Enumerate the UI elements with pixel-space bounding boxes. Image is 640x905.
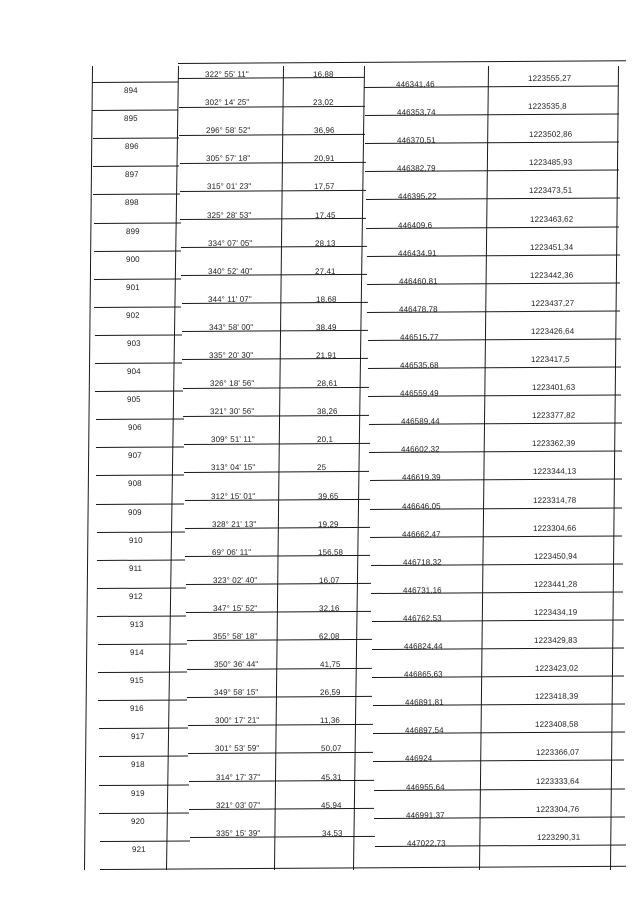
coord-x: 446535,68: [399, 360, 439, 370]
row-rule: [100, 840, 190, 842]
point-number: 913: [129, 619, 144, 629]
point-number: 916: [130, 704, 145, 714]
row-rule: [94, 250, 181, 252]
point-number: 895: [124, 113, 139, 124]
coord-x: 446370,51: [396, 135, 436, 146]
point-number: 917: [130, 732, 145, 742]
point-number: 899: [125, 226, 140, 236]
coord-y: 1223333,64: [535, 776, 580, 786]
bearing-angle: 314° 17' 37": [215, 772, 260, 782]
coord-x: 446478,78: [399, 304, 439, 314]
distance: 28,61: [316, 378, 338, 389]
point-number: 906: [127, 423, 142, 433]
distance: 41,75: [319, 659, 341, 670]
coord-y: 1223314,78: [532, 495, 577, 505]
row-rule: [94, 306, 181, 308]
row-rule: [93, 166, 179, 168]
distance: 50,07: [320, 744, 342, 754]
point-number: 897: [124, 170, 139, 180]
coord-x: 446924: [405, 754, 433, 764]
distance: 45,94: [321, 800, 342, 810]
bearing-angle: 315° 01' 23": [206, 182, 252, 192]
column-rule: [479, 66, 489, 870]
coord-y: 1223377,82: [531, 410, 576, 421]
bearing-angle: 335° 20' 30": [209, 350, 254, 360]
row-rule: [99, 756, 188, 758]
coord-y: 1223441,28: [533, 579, 578, 589]
bearing-angle: 296° 58' 52": [205, 125, 251, 136]
coord-y: 1223437,27: [530, 298, 574, 308]
row-rule: [95, 419, 183, 421]
bearing-angle: 323° 02' 40": [212, 575, 257, 585]
point-number: 918: [130, 760, 145, 770]
bearing-angle: 300° 17' 21": [214, 715, 260, 726]
point-number: 907: [127, 451, 142, 461]
coord-x: 446762,53: [403, 613, 443, 623]
point-number: 896: [124, 142, 139, 152]
coord-y: 1223429,83: [534, 635, 578, 645]
coord-y: 1223502,86: [528, 129, 573, 140]
point-number: 909: [128, 507, 143, 517]
coord-y: 1223366,07: [535, 748, 579, 758]
coord-x: 447022,73: [406, 838, 446, 848]
distance: 11,36: [320, 716, 341, 726]
coord-y: 1223451,34: [529, 242, 574, 252]
distance: 62,08: [319, 631, 340, 641]
row-rule: [93, 194, 180, 196]
bearing-angle: 347° 15' 52": [212, 603, 258, 613]
bearing-angle: 321° 03' 07": [215, 800, 261, 810]
bearing-angle: 355° 58' 18": [213, 631, 258, 641]
row-rule: [98, 700, 187, 702]
distance: 32,16: [318, 603, 340, 613]
bearing-angle: 322° 55' 11": [205, 69, 249, 79]
row-rule: [99, 728, 188, 730]
row-rule: [95, 391, 183, 393]
coord-x: 446662,47: [402, 529, 442, 539]
distance: 16,88: [312, 69, 334, 79]
distance: 23,02: [313, 97, 334, 108]
distance: 38,26: [316, 407, 338, 417]
row-rule: [95, 334, 182, 336]
point-number: 902: [126, 310, 141, 320]
row-rule: [99, 784, 189, 786]
point-number: 915: [130, 675, 144, 686]
row-rule: [93, 138, 179, 140]
distance: 21,91: [316, 350, 337, 360]
coord-x: 446460,81: [398, 276, 438, 286]
bearing-angle: 301° 53' 59": [215, 744, 260, 754]
coord-x: 446353,74: [396, 107, 436, 118]
point-number: 901: [126, 282, 140, 292]
point-number: 903: [126, 338, 141, 348]
coord-x: 446382,79: [397, 164, 437, 174]
point-number: 910: [128, 535, 143, 545]
coord-y: 1223535,8: [528, 101, 568, 112]
point-number: 921: [131, 844, 146, 854]
coord-y: 1223555,27: [528, 73, 572, 83]
row-rule: [94, 222, 181, 224]
row-rule: [98, 644, 187, 646]
row-rule: [94, 278, 181, 280]
distance: 17,45: [314, 210, 336, 220]
point-number: 904: [126, 366, 141, 376]
distance: 20,1: [317, 435, 334, 445]
coord-x: 446559,49: [400, 388, 440, 399]
coord-x: 446619,39: [401, 473, 441, 483]
table-bottom-rule: [100, 866, 626, 870]
point-number: 919: [131, 788, 145, 798]
row-rule: [97, 615, 186, 617]
coord-x: 446395,22: [397, 192, 437, 202]
coord-x: 446589,44: [400, 416, 440, 427]
distance: 20,91: [313, 154, 335, 164]
coord-y: 1223304,66: [533, 523, 577, 533]
distance: 45,31: [320, 772, 342, 782]
coord-x: 446955,64: [405, 782, 445, 792]
coord-y: 1223408,58: [535, 719, 579, 730]
bearing-angle: 340° 52' 40": [207, 266, 253, 276]
bearing-angle: 309° 51' 11": [210, 434, 255, 445]
coord-y: 1223290,31: [536, 832, 580, 842]
coord-x: 446341,46: [396, 79, 435, 89]
column-rule: [166, 66, 179, 870]
point-number: 911: [128, 563, 143, 573]
bearing-angle: 313° 04' 15": [210, 463, 256, 473]
bearing-angle: 326° 18' 56": [209, 378, 255, 389]
coord-x: 446891,81: [404, 697, 444, 708]
coord-y: 1223450,94: [533, 551, 577, 561]
distance: 39,65: [317, 491, 339, 501]
row-rule: [95, 363, 182, 365]
coord-x: 446824,44: [403, 641, 443, 651]
distance: 26,59: [319, 688, 341, 698]
coord-y: 1223401,63: [531, 382, 575, 393]
coord-x: 446515,77: [399, 332, 439, 342]
distance: 16,07: [318, 575, 340, 585]
point-number: 914: [129, 647, 144, 657]
coord-y: 1223418,39: [535, 691, 579, 702]
row-rule: [97, 531, 185, 533]
row-rule: [96, 447, 184, 449]
distance: 156,58: [318, 547, 344, 557]
point-number: 898: [125, 198, 139, 208]
row-rule: [92, 110, 178, 112]
distance: 36,96: [313, 126, 335, 136]
bearing-angle: 334° 07' 05": [207, 238, 252, 248]
bearing-angle: 350° 36' 44": [213, 659, 259, 670]
point-number: 908: [128, 479, 142, 489]
coord-y: 1223423,02: [534, 663, 579, 674]
coord-x: 446991,37: [406, 810, 445, 820]
row-rule: [97, 559, 185, 561]
bearing-angle: 305° 57' 18": [206, 153, 251, 164]
coord-x: 446409,6: [398, 220, 433, 230]
coord-x: 446897,54: [404, 726, 444, 736]
table-top-rule: [178, 60, 626, 64]
bearing-angle: 343° 58' 00": [208, 322, 254, 332]
row-rule: [98, 672, 187, 674]
bearing-angle: 325° 28' 53": [207, 210, 252, 220]
coord-y: 1223344,13: [532, 467, 576, 477]
bearing-angle: 321° 30' 56": [210, 406, 255, 417]
row-rule: [96, 503, 184, 505]
coord-y: 1223485,93: [529, 157, 573, 168]
coord-y: 1223463,62: [529, 214, 574, 224]
coord-y: 1223417,5: [531, 354, 571, 364]
distance: 17,57: [314, 182, 335, 192]
distance: 25: [317, 463, 327, 473]
point-number: 920: [131, 816, 146, 826]
distance: 27,41: [315, 266, 336, 276]
coord-y: 1223442,36: [530, 270, 574, 280]
bearing-angle: 344° 11' 07": [208, 294, 253, 304]
bearing-angle: 302° 14' 25": [205, 97, 250, 108]
bearing-angle: 69° 06' 11": [212, 547, 252, 557]
coord-y: 1223473,51: [529, 186, 573, 196]
column-rule: [610, 66, 619, 870]
bearing-angle: 335° 15' 39": [216, 828, 261, 838]
coord-x: 446602,32: [401, 445, 440, 455]
row-rule: [99, 812, 189, 814]
distance: 19,29: [318, 519, 339, 529]
point-number: 900: [125, 254, 140, 264]
bearing-angle: 312° 15' 01": [211, 491, 256, 501]
point-number: 912: [129, 591, 143, 601]
column-rule: [353, 66, 365, 870]
coord-y: 1223434,19: [534, 607, 578, 617]
coord-x: 446731,16: [403, 585, 442, 595]
coord-x: 446865,63: [404, 669, 443, 680]
distance: 34,53: [321, 828, 343, 838]
coord-y: 1223304,76: [536, 804, 580, 814]
coord-x: 446718,32: [402, 557, 442, 567]
coord-y: 1223426,64: [530, 326, 575, 336]
row-rule: [92, 82, 178, 84]
bearing-angle: 349° 58' 15": [214, 687, 259, 698]
distance: 28,13: [314, 238, 336, 248]
point-number: 905: [127, 394, 141, 405]
column-rule: [274, 66, 284, 870]
row-rule: [97, 587, 186, 589]
column-rule: [84, 66, 93, 870]
coord-x: 446434,91: [398, 248, 438, 258]
distance: 38,49: [315, 322, 337, 332]
coord-y: 1223362,39: [532, 438, 576, 449]
distance: 18,68: [315, 294, 337, 304]
coord-x: 446646,05: [401, 501, 441, 511]
point-number: 894: [124, 85, 138, 95]
bearing-angle: 328° 21' 13": [211, 519, 257, 529]
